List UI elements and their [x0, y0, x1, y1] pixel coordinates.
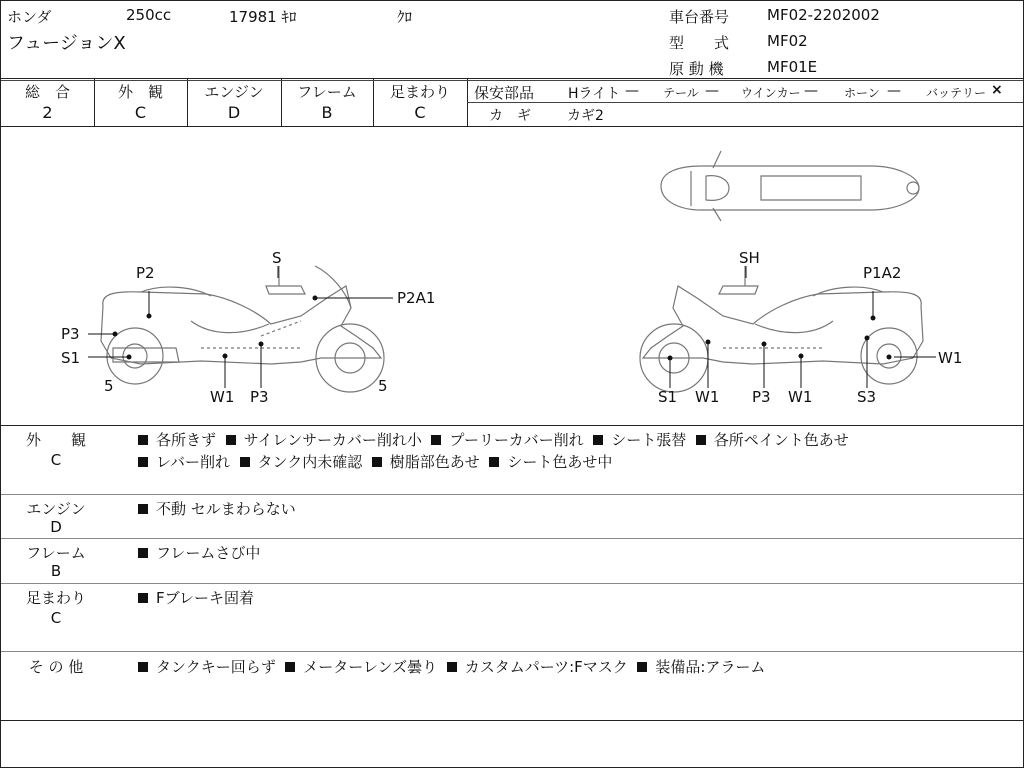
remark-suspension-line: Fブレーキ固着: [138, 587, 254, 608]
diagram-label: SH: [739, 249, 760, 267]
safety-status-battery: ×: [991, 82, 1003, 98]
remark-suspension-grade: C: [50, 609, 62, 627]
remark-engine-label: エンジン: [26, 500, 86, 518]
safety-item-tail: テール: [663, 86, 699, 100]
grade-exterior-label: 外 観: [117, 83, 163, 101]
frame-number-label: 車台番号: [669, 8, 730, 26]
safety-item-headlight: Hライト: [568, 86, 621, 102]
grade-suspension-value: C: [414, 103, 426, 122]
diagram-label: S1: [61, 349, 81, 367]
divider: [1, 425, 1023, 426]
displacement: 250cc: [126, 6, 172, 24]
remark-frame-label: フレーム: [26, 544, 86, 562]
remark-suspension-label: 足まわり: [25, 589, 86, 607]
divider: [1, 583, 1023, 584]
safety-item-winker: ウインカー: [741, 86, 801, 100]
grade-suspension-label: 足まわり: [389, 83, 450, 101]
type-value: MF02: [767, 32, 808, 50]
diagram-label: S: [272, 249, 282, 267]
grade-engine-value: D: [227, 103, 241, 122]
diagram-label: W1: [788, 388, 813, 406]
safety-status-tail: —: [705, 83, 719, 99]
divider: [1, 720, 1023, 721]
safety-item-horn: ホーン: [844, 86, 880, 100]
remark-frame-grade: B: [50, 562, 62, 580]
grade-overall-label: 総 合: [24, 83, 70, 101]
diagram-label: W1: [938, 349, 963, 367]
scooter-left-side-icon: [101, 266, 384, 392]
grade-overall-value: 2: [42, 103, 53, 122]
key-label: カ ギ: [489, 108, 531, 124]
diagram-label: P2A1: [397, 289, 436, 307]
engine-label: 原 動 機: [669, 60, 724, 78]
safety-label: 保安部品: [474, 84, 535, 102]
safety-status-winker: —: [804, 83, 818, 99]
remark-frame-line: フレームさび中: [138, 542, 260, 563]
remark-other-line: タンクキー回らず メーターレンズ曇り カスタムパーツ:Fマスク 装備品:アラーム: [138, 656, 765, 677]
divider: [1, 494, 1023, 495]
safety-item-battery: バッテリー: [926, 86, 987, 100]
mileage: 17981 ｷﾛ: [229, 8, 297, 26]
remark-engine-line: 不動 セルまわらない: [138, 498, 296, 519]
grade-frame-label: フレーム: [297, 83, 357, 101]
diagram-label: W1: [210, 388, 235, 406]
diagram-label: P3: [250, 388, 269, 406]
maker: ホンダ: [7, 8, 52, 26]
remark-exterior-label: 外 観: [25, 431, 86, 449]
divider: [467, 102, 1023, 103]
diagram-label: 5: [378, 377, 388, 395]
key-value: カギ2: [567, 108, 604, 124]
grade-engine-label: エンジン: [204, 83, 264, 101]
diagram-label: S1: [658, 388, 678, 406]
divider: [1, 651, 1023, 652]
divider: [1, 538, 1023, 539]
remark-exterior-line-2: レバー削れ タンク内未確認 樹脂部色あせ シート色あせ中: [138, 451, 612, 472]
type-label: 型 式: [669, 34, 730, 52]
diagram-label: P3: [752, 388, 771, 406]
frame-number: MF02-2202002: [767, 6, 880, 24]
remark-other-label: そ の 他: [28, 658, 84, 676]
remark-engine-grade: D: [50, 518, 62, 536]
remark-exterior-line-1: 各所きず サイレンサーカバー削れ小 プーリーカバー削れ シート張替 各所ペイント色あせ: [138, 429, 849, 450]
remark-exterior-grade: C: [50, 451, 62, 469]
scooter-right-side-icon: [640, 266, 923, 392]
safety-status-horn: —: [887, 83, 901, 99]
diagram-label: P3: [61, 325, 80, 343]
diagram-label: S3: [857, 388, 877, 406]
model-name: フュージョンX: [7, 33, 126, 54]
diagram-label: P1A2: [863, 264, 902, 282]
color: ｸﾛ: [397, 8, 413, 26]
diagram-label: P2: [136, 264, 155, 282]
scooter-top-view-icon: [661, 151, 919, 221]
safety-status-headlight: —: [625, 83, 639, 99]
divider: [1, 78, 1023, 79]
grade-exterior-value: C: [134, 103, 147, 122]
engine-value: MF01E: [767, 58, 818, 76]
diagram-label: 5: [104, 377, 114, 395]
diagram-label: W1: [695, 388, 720, 406]
grade-frame-value: B: [321, 103, 333, 122]
